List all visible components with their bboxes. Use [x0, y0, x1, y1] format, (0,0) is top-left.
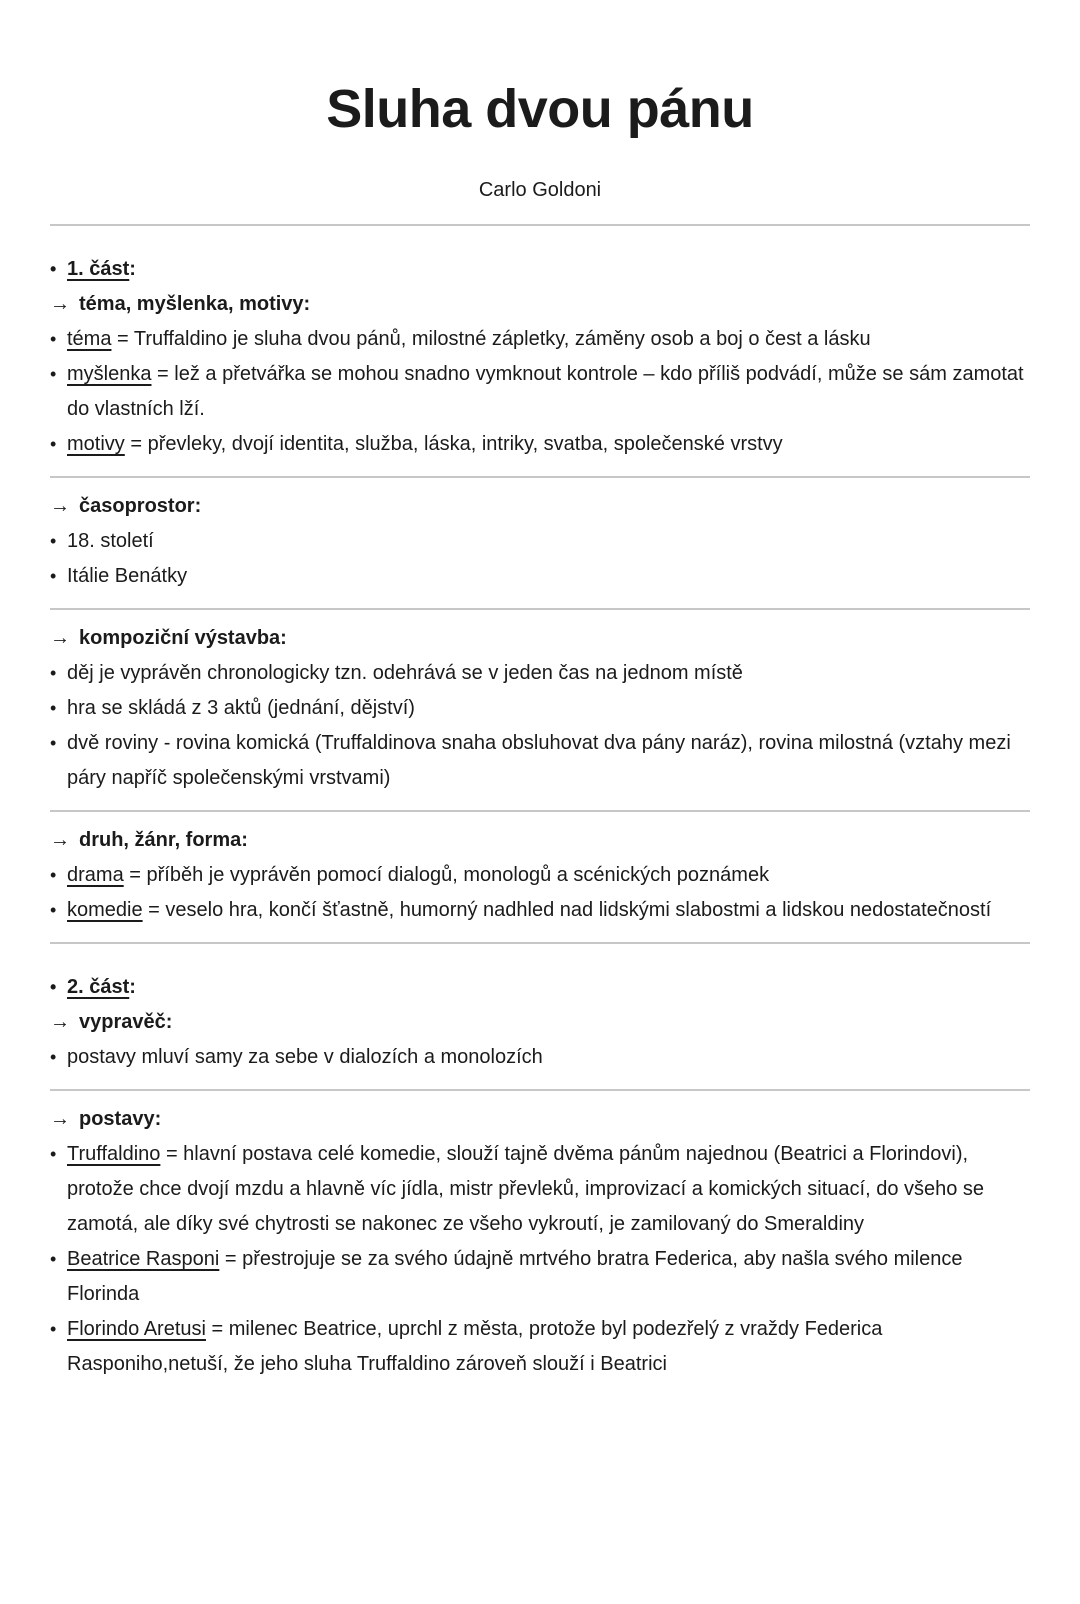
part-colon: : [129, 976, 136, 999]
bullet-icon [50, 858, 56, 893]
list-item [50, 322, 1030, 357]
item-text: 18. století [67, 530, 154, 553]
bullet-icon [50, 1040, 56, 1075]
item-text: hra se skládá z 3 aktů (jednání, dějství) [67, 697, 415, 720]
term: Truffaldino [67, 1143, 161, 1166]
section-heading-label: téma, myšlenka, motivy: [79, 293, 311, 316]
term: drama [67, 864, 124, 887]
item-text: = hlavní postava celé komedie, slouží tajně dvěma pánům najednou (Beatrici a Florindovi), protože chce dvojí mzdu a hlavně víc jídla, mistr převleků, improvizací a komických situací, do všeho se zamotá, ale díky své chytrosti se nakonec ze všeho vykroutí, je zamilovaný do Smeraldiny [67, 1143, 985, 1236]
item-text: = lež a přetvářka se mohou snadno vymknout kontrole – kdo příliš podvádí, může se sám zamotat do vlastních lží. [67, 363, 1024, 421]
term: myšlenka [67, 363, 152, 386]
divider [50, 1089, 1030, 1091]
divider [50, 810, 1030, 812]
bullet-icon [50, 559, 56, 594]
bullet-icon [50, 427, 56, 462]
page-title: Sluha dvou pánu [326, 79, 754, 139]
divider [50, 476, 1030, 478]
section-narrator [50, 970, 1030, 1075]
part-header [50, 970, 1030, 1005]
divider [50, 608, 1030, 610]
list-item [50, 726, 1030, 796]
document-page [0, 78, 1080, 1382]
term: Beatrice Rasponi [67, 1248, 220, 1271]
section-heading [50, 823, 1030, 858]
bullet-icon [50, 1242, 56, 1277]
bullet-icon [50, 524, 56, 559]
list-item [50, 1040, 1030, 1075]
item-text: = přestrojuje se za svého údajně mrtvého bratra Federica, aby našla svého milence Florinda [67, 1248, 963, 1306]
list-item [50, 691, 1030, 726]
item-text: děj je vyprávěn chronologicky tzn. odehrává se v jeden čas na jednom místě [67, 662, 743, 685]
list-item [50, 1137, 1030, 1242]
section-composition [50, 621, 1030, 796]
list-item [50, 524, 1030, 559]
bullet-icon [50, 322, 56, 357]
list-item [50, 427, 1030, 462]
section-time-place [50, 489, 1030, 594]
item-text: = Truffaldino je sluha dvou pánů, milostné zápletky, záměny osob a boj o čest a lásku [111, 328, 871, 351]
term: komedie [67, 899, 143, 922]
list-item [50, 858, 1030, 893]
arrow-right-icon [50, 627, 70, 649]
item-text: = milenec Beatrice, uprchl z města, protože byl podezřelý z vraždy Federica Rasponiho,netuší, že jeho sluha Truffaldino zároveň slouží i Beatrici [67, 1318, 883, 1376]
divider [50, 942, 1030, 944]
section-heading [50, 1102, 1030, 1137]
section-heading-label: vypravěč: [79, 1011, 173, 1034]
section-heading-label: kompoziční výstavba: [79, 627, 287, 650]
bullet-icon [50, 893, 56, 928]
list-item [50, 357, 1030, 427]
item-text: dvě roviny - rovina komická (Truffaldinova snaha obsluhovat dva pány naráz), rovina milostná (vztahy mezi páry napříč společenskými vrstvami) [67, 732, 1011, 790]
bullet-icon [50, 691, 56, 726]
part-colon: : [129, 258, 136, 281]
part-header [50, 252, 1030, 287]
item-text: = veselo hra, končí šťastně, humorný nadhled nad lidskými slabostmi a lidskou nedostatečností [142, 899, 992, 922]
bullet-icon [50, 726, 56, 761]
item-text: Itálie Benátky [67, 565, 188, 588]
bullet-icon [50, 252, 56, 287]
arrow-right-icon [50, 829, 70, 851]
section-heading-label: časoprostor: [79, 495, 202, 518]
page-subtitle: Carlo Goldoni [478, 179, 602, 202]
bullet-icon [50, 357, 56, 392]
arrow-right-icon [50, 495, 70, 517]
term: Florindo Aretusi [67, 1318, 206, 1341]
item-text: postavy mluví samy za sebe v dialozích a monolozích [67, 1046, 543, 1069]
section-heading [50, 1005, 1030, 1040]
section-genre [50, 823, 1030, 928]
list-item [50, 893, 1030, 928]
bullet-icon [50, 970, 56, 1005]
section-heading-label: postavy: [79, 1108, 162, 1131]
arrow-right-icon [50, 293, 70, 315]
term: téma [67, 328, 112, 351]
term: motivy [67, 433, 125, 456]
part-label: 1. část [67, 258, 130, 281]
section-heading-label: druh, žánr, forma: [79, 829, 248, 852]
item-text: = převleky, dvojí identita, služba, láska, intriky, svatba, společenské vrstvy [124, 433, 783, 456]
list-item [50, 1312, 1030, 1382]
list-item [50, 559, 1030, 594]
bullet-icon [50, 1137, 56, 1172]
arrow-right-icon [50, 1011, 70, 1033]
section-heading [50, 489, 1030, 524]
divider [50, 224, 1030, 226]
section-theme [50, 252, 1030, 462]
section-heading [50, 287, 1030, 322]
part-label: 2. část [67, 976, 130, 999]
section-heading [50, 621, 1030, 656]
arrow-right-icon [50, 1108, 70, 1130]
list-item [50, 656, 1030, 691]
bullet-icon [50, 656, 56, 691]
list-item [50, 1242, 1030, 1312]
item-text: = příběh je vyprávěn pomocí dialogů, monologů a scénických poznámek [123, 864, 770, 887]
bullet-icon [50, 1312, 56, 1347]
section-characters [50, 1102, 1030, 1382]
